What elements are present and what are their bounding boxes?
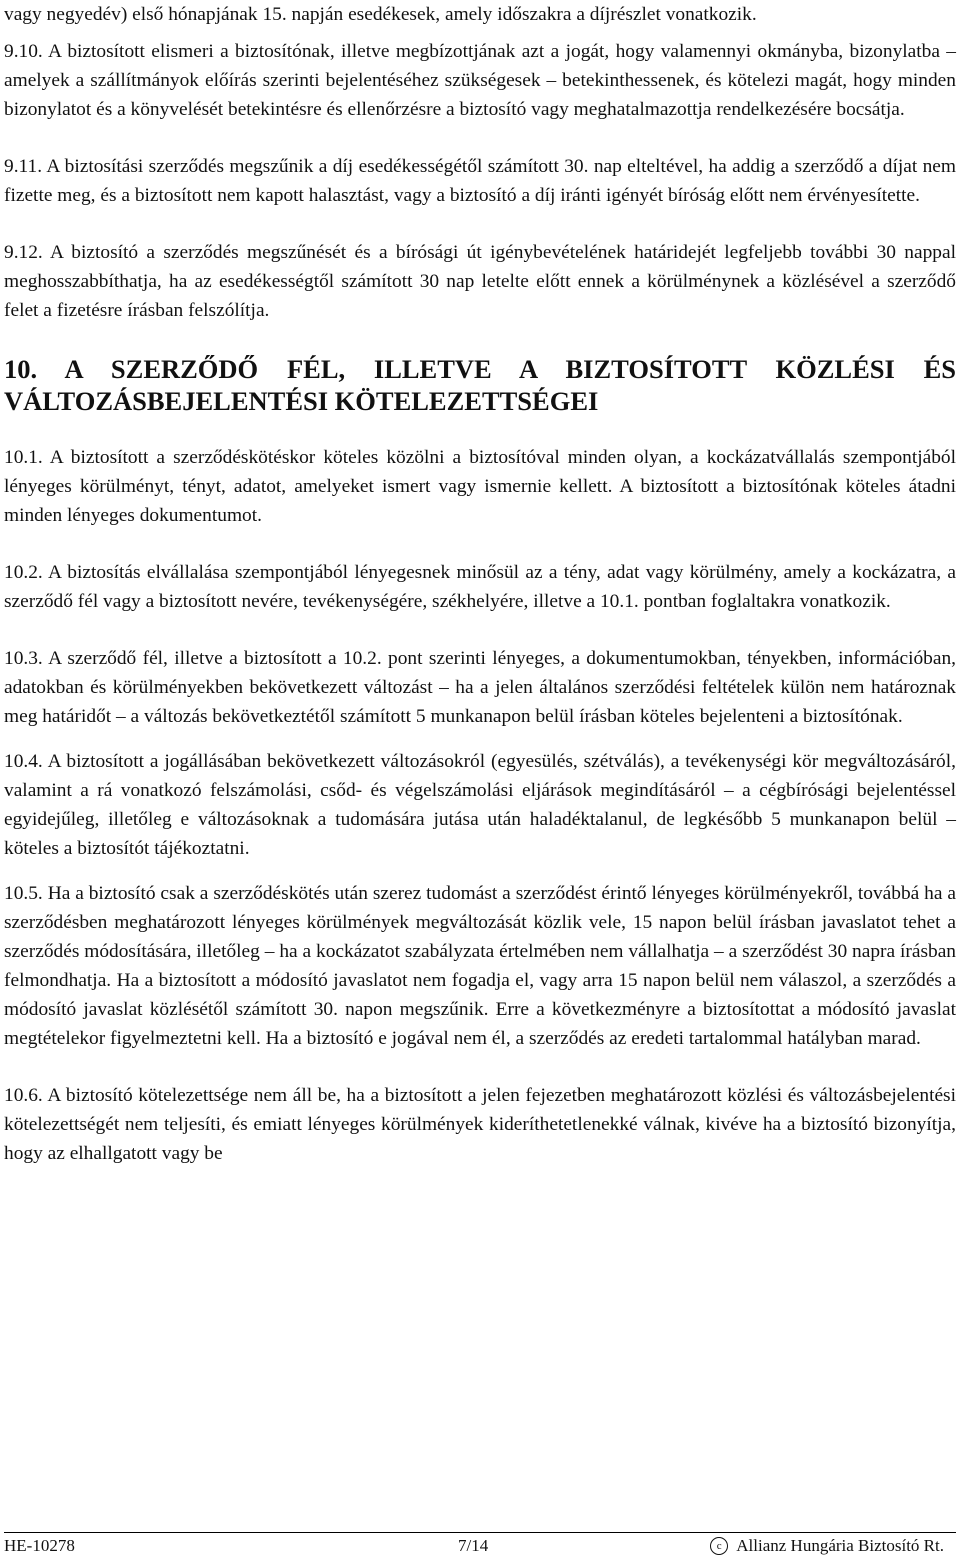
footer-page-number: 7/14 <box>458 1536 489 1555</box>
document-page <box>4 0 956 1168</box>
paragraph-10-6: 10.6. A biztosító kötelezettsége nem áll be, ha a biztosított a jelen fejezetben meghatározott közlési és változásbejelentési kötelezettségét nem teljesíti, és emiatt lényeges körülmények kideríthetetlenekké válnak, kivéve ha a biztosító bizonyítja, hogy az elhallgatott vagy be <box>4 1085 956 1164</box>
footer-company: Allianz Hungária Biztosító Rt. <box>736 1536 944 1555</box>
paragraph-continuation: vagy negyedév) első hónapjának 15. napján esedékesek, amely időszakra a díjrészlet vonatkozik. <box>4 4 757 25</box>
copyright-icon: c <box>710 1537 728 1555</box>
section-10-heading: 10. A SZERZŐDŐ FÉL, ILLETVE A BIZTOSÍTOTT KÖZLÉSI ÉS VÁLTOZÁSBEJELENTÉSI KÖTELEZETTSÉGEI <box>4 354 956 416</box>
footer-doc-id: HE-10278 <box>4 1536 75 1555</box>
footer-company-block <box>710 1534 944 1558</box>
paragraph-10-3: 10.3. A szerződő fél, illetve a biztosított a 10.2. pont szerinti lényeges, a dokumentumokban, tényekben, információban, adatokban és körülményekben bekövetkezett változást – ha a jelen általános szerződési feltételek külön nem határoznak meg határidőt – a változás bekövetkeztétől számított 5 munkanapon belül írásban köteles bejelenteni a biztosítónak. <box>4 648 956 727</box>
paragraph-9-10: 9.10. A biztosított elismeri a biztosítónak, illetve megbízottjának azt a jogát, hogy valamennyi okmányba, bizonylatba – amelyek a szállítmányok előírás szerinti bejelentéséhez szükségesek – betekinthessenek, és kötelezi magát, hogy minden bizonylatot és a könyvelését betekintésre és ellenőrzésre a biztosító vagy meghatalmazottja rendelkezésére bocsátja. <box>4 41 956 120</box>
paragraph-10-2: 10.2. A biztosítás elvállalása szempontjából lényegesnek minősül az a tény, adat vagy körülmény, amely a kockázatra, a szerződő fél vagy a biztosított nevére, tevékenységére, székhelyére, illetve a 10.1. pontban foglaltakra vonatkozik. <box>4 562 956 612</box>
paragraph-10-5: 10.5. Ha a biztosító csak a szerződéskötés után szerez tudomást a szerződést érintő lényeges körülményekről, továbbá ha a szerződésben meghatározott lényeges körülmények megváltozását közlik vele, 15 napon belül írásban javaslatot tehet a szerződés módosítására, illetőleg – ha a kockázatot szabályzata értelmében nem vállalhatja – a szerződést 30 napra írásban felmondhatja. Ha a biztosított a módosító javaslatot nem fogadja el, vagy arra 15 napon belül nem válaszol, a szerződés a módosító javaslat közlésétől számított 30. napon megszűnik. Erre a következményre a biztosítottat a módosító javaslat megtételekor figyelmeztetni kell. Ha a biztosító e jogával nem él, a szerződés az eredeti tartalommal hatályban marad. <box>4 883 956 1049</box>
paragraph-10-1: 10.1. A biztosított a szerződéskötéskor köteles közölni a biztosítóval minden olyan, a kockázatvállalás szempontjából lényeges körülményt, tényt, adatot, amelyeket ismert vagy ismernie kellett. A biztosított a biztosítónak köteles átadni minden lényeges dokumentumot. <box>4 447 956 526</box>
paragraph-9-11: 9.11. A biztosítási szerződés megszűnik a díj esedékességétől számított 30. nap elteltével, ha addig a szerződő a díjat nem fizette meg, és a biztosított nem kapott halasztást, vagy a biztosító a díj iránti igényét bíróság előtt nem érvényesítette. <box>4 156 956 206</box>
page-footer <box>4 1532 956 1558</box>
paragraph-10-4: 10.4. A biztosított a jogállásában bekövetkezett változásokról (egyesülés, szétválás), a tevékenységi kör megváltozásáról, valamint a rá vonatkozó felszámolási, csőd- és végelszámolási eljárások megindításáról – a cégbírósági bejelentéssel egyidejűleg, illetőleg e változásoknak a tudomására jutása után haladéktalanul, de legkésőbb 5 munkanapon belül – köteles a biztosítót tájékoztatni. <box>4 751 956 859</box>
paragraph-9-12: 9.12. A biztosító a szerződés megszűnését és a bírósági út igénybevételének határidejét legfeljebb további 30 nappal meghosszabbíthatja, ha az esedékességtől számított 30 nap letelte előtt ennek a körülménynek a közlésével a szerződő felet a fizetésre írásban felszólítja. <box>4 242 956 321</box>
